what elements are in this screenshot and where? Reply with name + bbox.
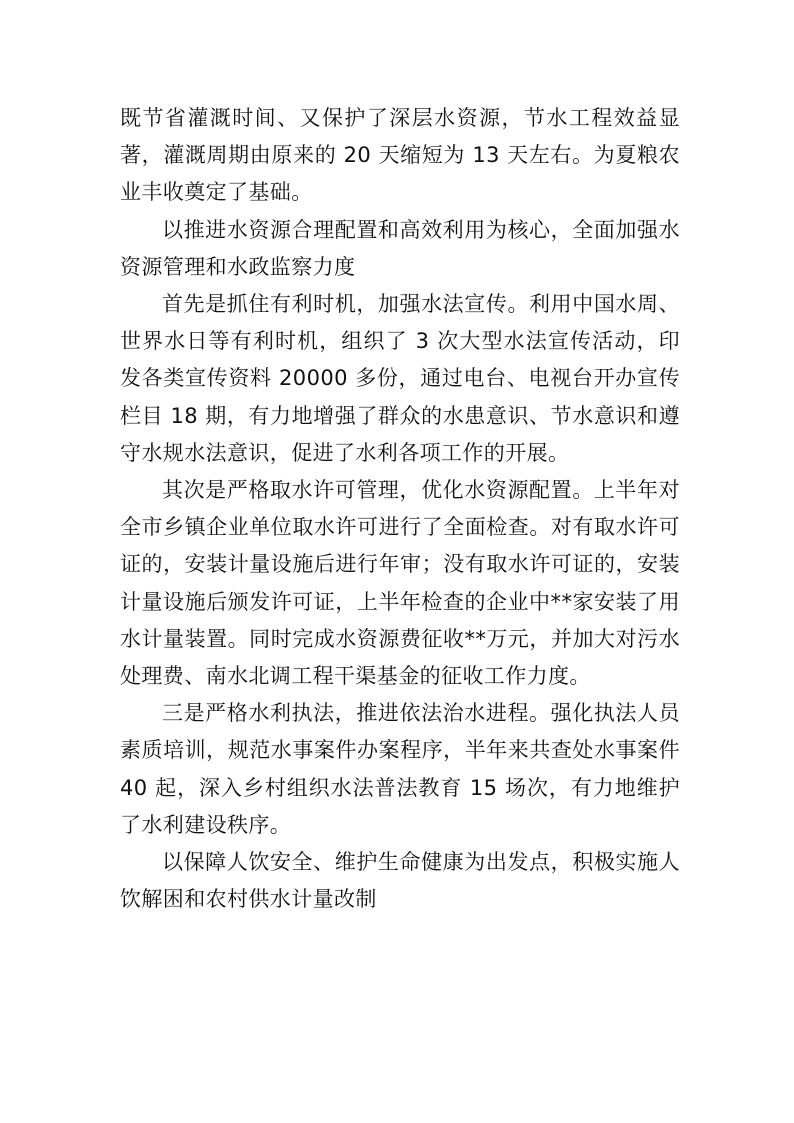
paragraph-water-law-publicity: 首先是抓住有利时机，加强水法宣传。利用中国水周、世界水日等有利时机，组织了 3 次大型水法宣传活动，印发各类宣传资料 20000 多份，通过电台、电视台开办宣传栏目 18 期，有力地增强了群众的水患意识、节水意识和遵守水规水法意识，促进了水利各项工作的开展。	[120, 292, 680, 465]
section-heading-drinking-water-safety: 以保障人饮安全、维护生命健康为出发点，积极实施人饮解困和农村供水计量改制	[120, 850, 680, 912]
paragraph-water-permit-management: 其次是严格取水许可管理，优化水资源配置。上半年对全市乡镇企业单位取水许可进行了全面检查。对有取水许可证的，安装计量设施后进行年审；没有取水许可证的，安装计量设施后颁发许可证，上半年检查的企业中**家安装了用水计量装置。同时完成水资源费征收**万元，并加大对污水处理费、南水北调工程干渠基金的征收工作力度。	[120, 478, 680, 689]
section-heading-water-resources: 以推进水资源合理配置和高效利用为核心，全面加强水资源管理和水政监察力度	[120, 217, 680, 279]
paragraph-continuation: 既节省灌溉时间、又保护了深层水资源，节水工程效益显著，灌溉周期由原来的 20 天缩短为 13 天左右。为夏粮农业丰收奠定了基础。	[120, 106, 680, 205]
document-body	[120, 100, 680, 918]
paragraph-water-law-enforcement: 三是严格水利执法，推进依法治水进程。强化执法人员素质培训，规范水事案件办案程序，半年来共查处水事案件 40 起，深入乡村组织水法普法教育 15 场次，有力地维护了水利建设秩序。	[120, 701, 680, 837]
